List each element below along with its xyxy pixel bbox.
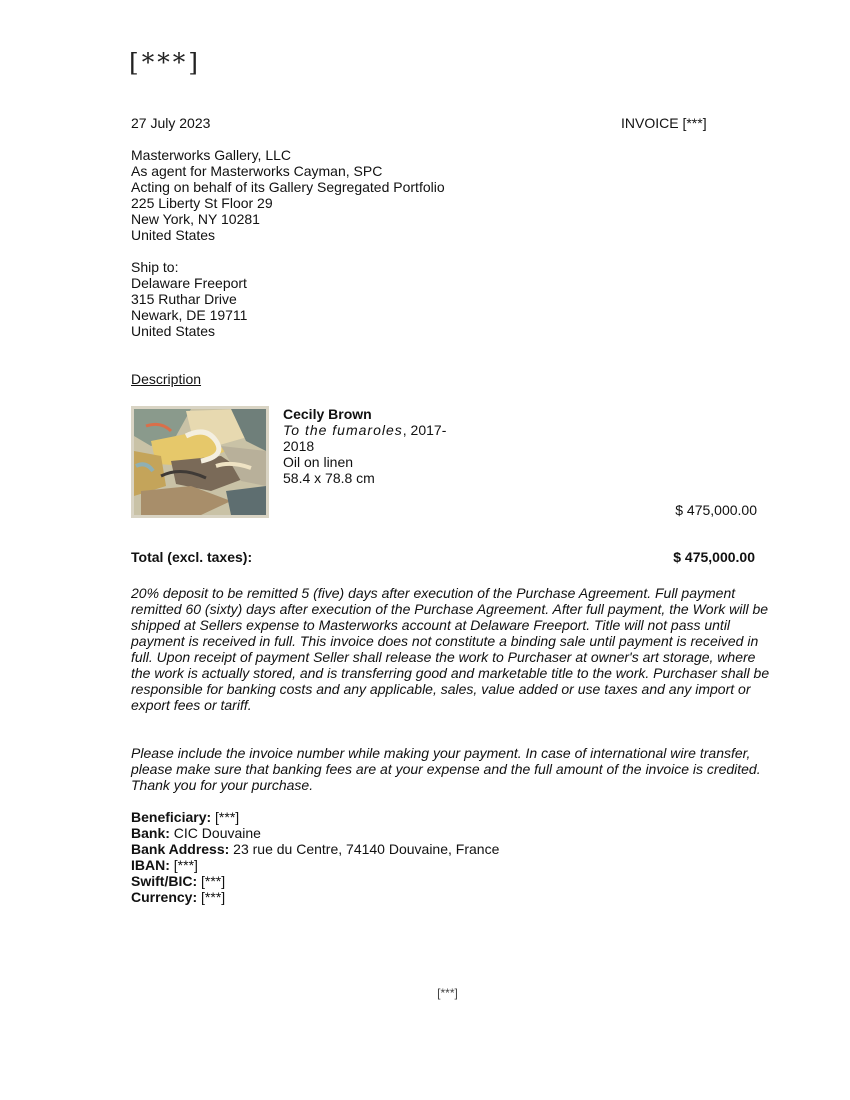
description-heading: Description: [131, 371, 202, 387]
total-value: $ 475,000.00: [673, 549, 755, 565]
payment-instructions: Please include the invoice number while making your payment. In case of international wire transfer, please make sure that banking fees are at your expense and the full amount of the invoice is credited. Thank you for your purchase.: [131, 745, 761, 793]
beneficiary-value: [***]: [211, 809, 240, 825]
seller-line: Masterworks Gallery, LLC: [131, 147, 292, 163]
bank-value: CIC Douvaine: [169, 825, 261, 841]
artwork-year: , 2017-2018: [283, 422, 447, 454]
seller-line: As agent for Masterworks Cayman, SPC: [131, 163, 383, 179]
ship-to-line: Ship to:: [131, 259, 179, 275]
seller-line: Acting on behalf of its Gallery Segregated Portfolio: [131, 179, 445, 195]
bank-address-value: 23 rue du Centre, 74140 Douvaine, France: [229, 841, 500, 857]
ship-to-line: 315 Ruthar Drive: [131, 291, 237, 307]
bank-row: [131, 825, 499, 841]
swift-value: [***]: [197, 873, 226, 889]
bank-address-row: [131, 841, 499, 857]
swift-row: [131, 873, 499, 889]
ship-to-address: [131, 259, 247, 339]
invoice-title: INVOICE [***]: [621, 115, 707, 131]
ship-to-line: United States: [131, 323, 216, 339]
seller-line: 225 Liberty St Floor 29: [131, 195, 273, 211]
seller-line: United States: [131, 227, 216, 243]
artwork-image: [131, 406, 269, 518]
ship-to-line: Newark, DE 19711: [131, 307, 248, 323]
iban-label: IBAN:: [131, 857, 170, 873]
logo-placeholder: [***]: [129, 48, 202, 77]
iban-row: [131, 857, 499, 873]
currency-label: Currency:: [131, 889, 198, 905]
artwork-details: [283, 406, 463, 486]
artwork-price: $ 475,000.00: [675, 502, 757, 518]
artwork-medium: Oil on linen: [283, 454, 354, 470]
swift-label: Swift/BIC:: [131, 873, 198, 889]
seller-line: New York, NY 10281: [131, 211, 260, 227]
currency-value: [***]: [197, 889, 226, 905]
bank-details: [131, 809, 499, 905]
beneficiary-row: [131, 809, 499, 825]
seller-address: [131, 147, 445, 243]
artwork-title: To the fumaroles: [283, 422, 403, 438]
artwork-dimensions: 58.4 x 78.8 cm: [283, 470, 375, 486]
beneficiary-label: Beneficiary:: [131, 809, 212, 825]
payment-terms: 20% deposit to be remitted 5 (five) days after execution of the Purchase Agreement. Full payment remitted 60 (sixty) days after execution of the Purchase Agreement. After full payment, the Work will be shipped at Sellers expense to Masterworks account at Delaware Freeport. Title will not pass until payment is received in full. This invoice does not constitute a binding sale until payment is received in full. Upon receipt of payment Seller shall release the work to Purchaser at owner's art storage, where the work is actually stored, and is transferring good and marketable title to the work. Purchaser shall be responsible for banking costs and any applicable, sales, value added or use taxes and any import or export fees or tariff.: [131, 585, 770, 713]
ship-to-line: Delaware Freeport: [131, 275, 247, 291]
bank-address-label: Bank Address:: [131, 841, 230, 857]
page-footer: [***]: [437, 986, 458, 1000]
iban-value: [***]: [169, 857, 198, 873]
invoice-date: 27 July 2023: [131, 115, 211, 131]
currency-row: [131, 889, 499, 905]
artwork-title-line: [283, 422, 463, 454]
total-label: Total (excl. taxes):: [131, 549, 253, 565]
bank-label: Bank:: [131, 825, 170, 841]
artist-name: Cecily Brown: [283, 406, 372, 422]
